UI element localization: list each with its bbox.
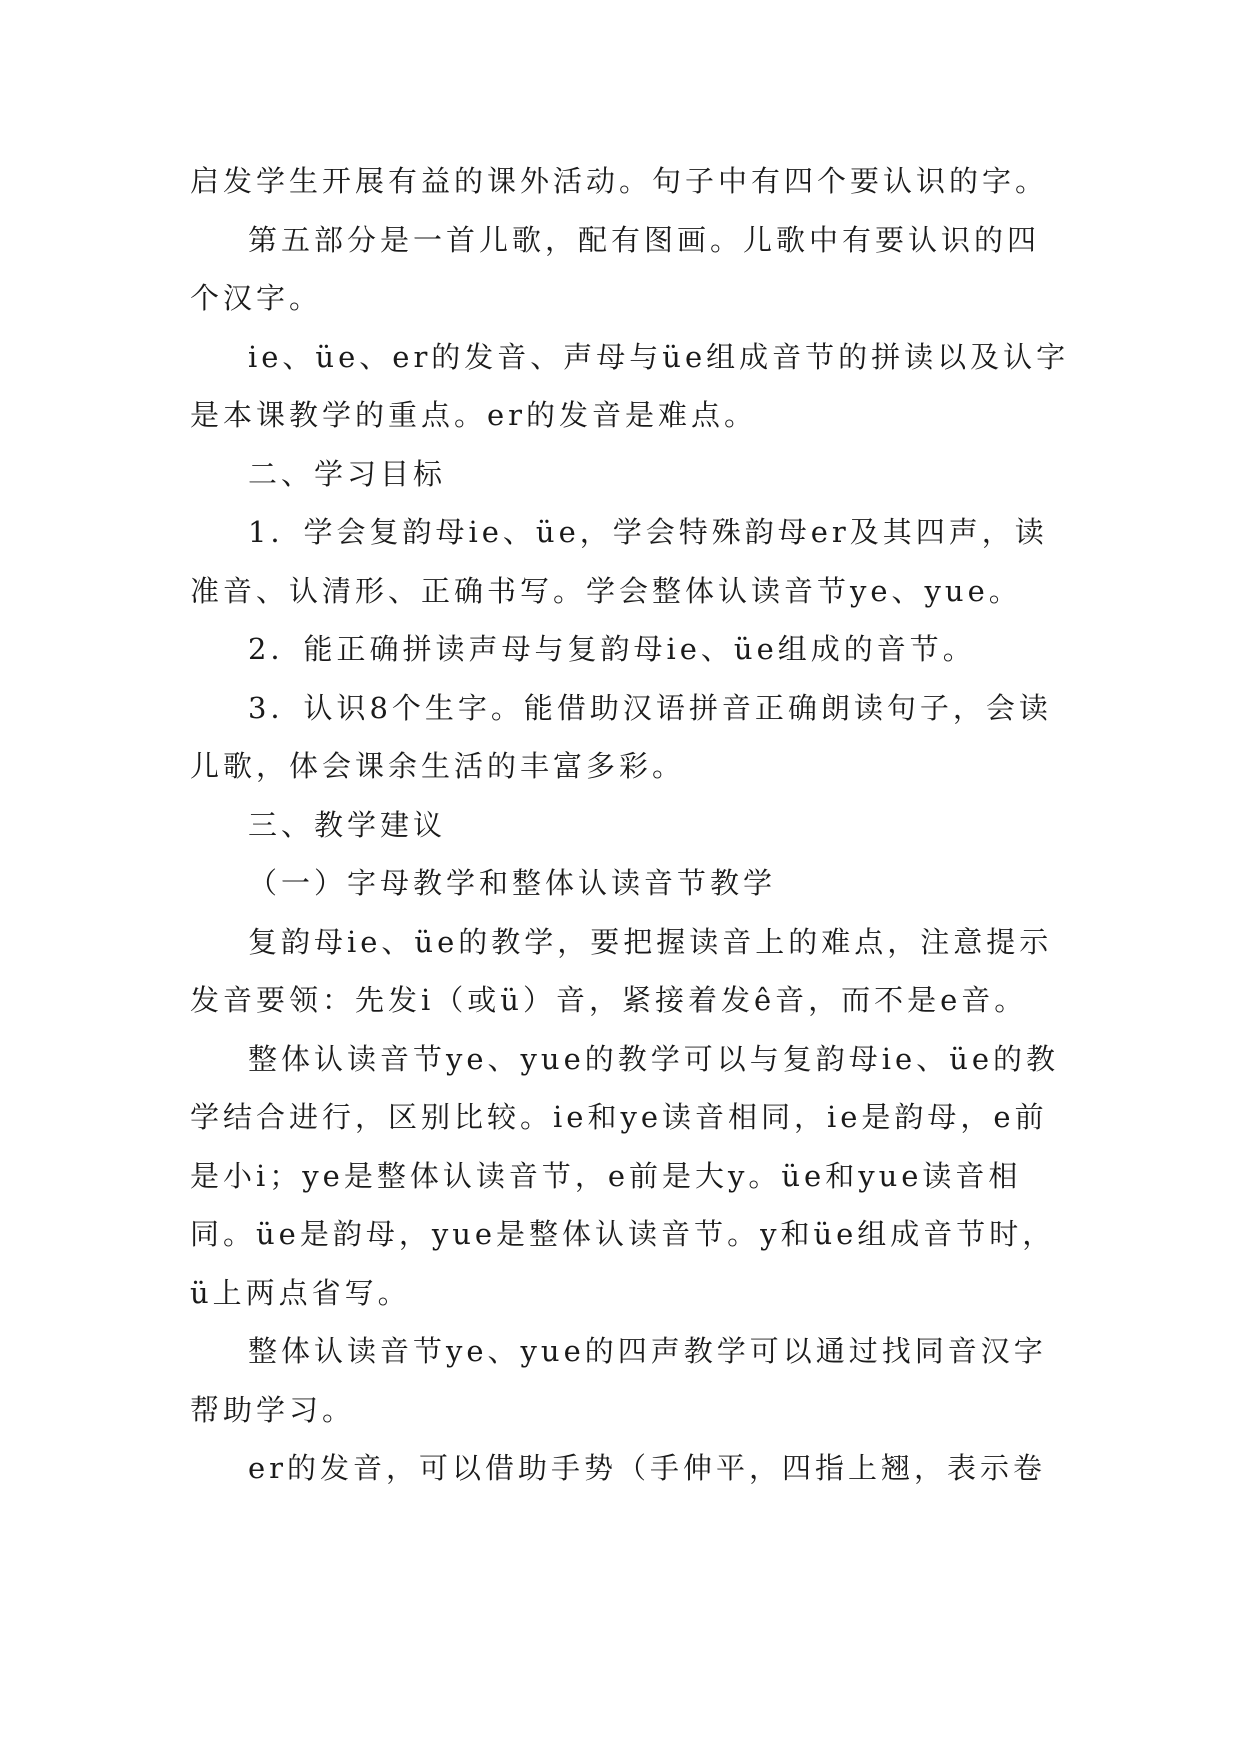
paragraph: 整体认读音节ye、yue的四声教学可以通过找同音汉字帮助学习。: [190, 1334, 1047, 1427]
paragraph: 复韵母ie、üe的教学，要把握读音上的难点，注意提示发音要领：先发i（或ü）音，紧接着发ê音，而不是e音。: [190, 924, 1053, 1017]
subsection-heading: （一）字母教学和整体认读音节教学: [248, 866, 777, 900]
list-item: 3．认识8个生字。能借助汉语拼音正确朗读句子，会读儿歌，体会课余生活的丰富多彩。: [190, 690, 1052, 783]
section-heading: 三、教学建议: [248, 807, 447, 842]
section-heading: 二、学习目标: [248, 456, 447, 491]
paragraph: er的发音，可以借助手势（手伸平，四指上翘，表示卷: [248, 1451, 1047, 1485]
paragraph: 整体认读音节ye、yue的教学可以与复韵母ie、üe的教学结合进行，区别比较。ie和ye读音相同，ie是韵母，e前是小i；ye是整体认读音节，e前是大y。üe和yue读音相同。üe是韵母，yue是整体认读音节。y和üe组成音节时，ü上两点省写。: [190, 1041, 1060, 1310]
paragraph: 第五部分是一首儿歌，配有图画。儿歌中有要认识的四个汉字。: [190, 222, 1041, 315]
paragraph: 启发学生开展有益的课外活动。句子中有四个要认识的字。: [190, 164, 1049, 198]
paragraph: ie、üe、er的发音、声母与üe组成音节的拼读以及认字是本课教学的重点。er的发音是难点。: [190, 339, 1070, 432]
document-body: [190, 152, 1070, 1498]
list-item: 2．能正确拼读声母与复韵母ie、üe组成的音节。: [248, 632, 976, 666]
list-item: 1．学会复韵母ie、üe，学会特殊韵母er及其四声，读准音、认清形、正确书写。学会整体认读音节ye、yue。: [190, 515, 1048, 608]
